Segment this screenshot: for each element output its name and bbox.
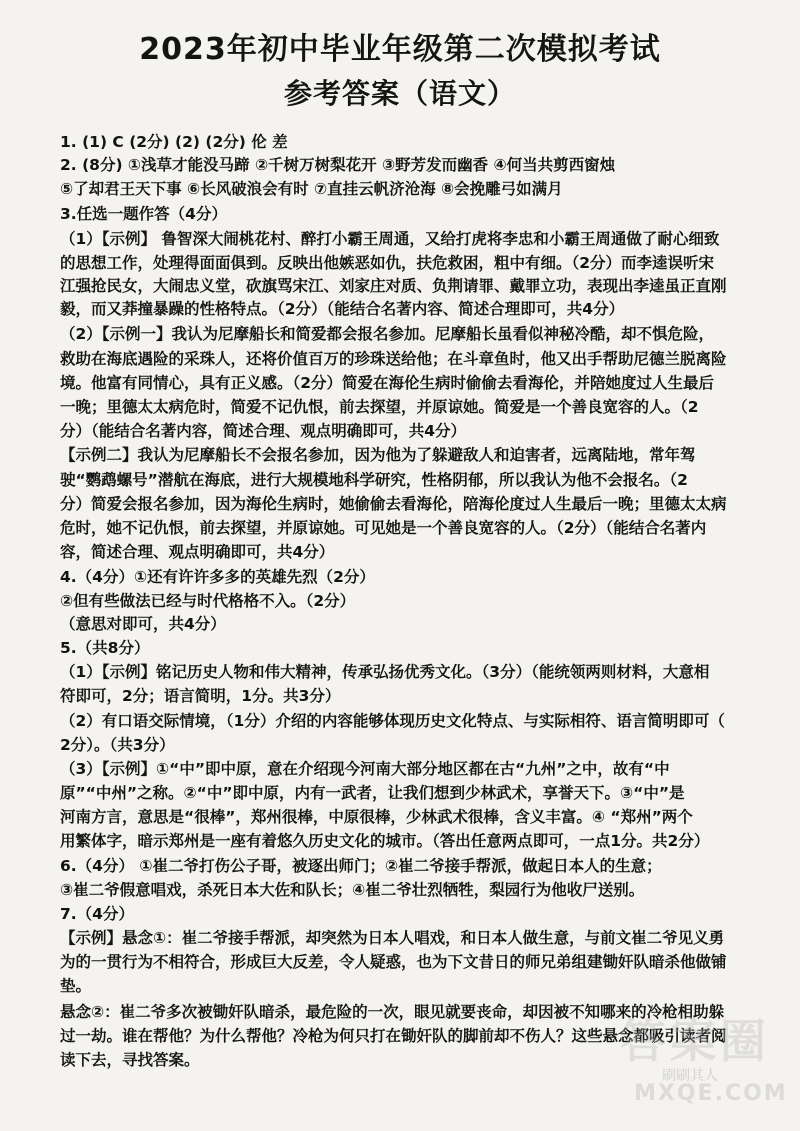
answer-line: 一晚；里德太太病危时，简爱不记仇恨，前去探望，并原谅她。简爱是一个善良宽容的人。（2 bbox=[60, 398, 699, 416]
answer-line: 境。他富有同情心，具有正义感。（2分）简爱在海伦生病时偷偷去看海伦，并陪她度过人生最后 bbox=[60, 374, 715, 392]
answer-line: 【示例二】我认为尼摩船长不会报名参加，因为他为了躲避敌人和迫害者，远离陆地，常年驾 bbox=[60, 446, 696, 464]
answer-line: 分）简爱会报名参加，因为海伦生病时，她偷偷去看海伦，陪海伦度过人生最后一晚；里德太太病 bbox=[60, 495, 727, 513]
answer-line: （1）【示例】 鲁智深大闹桃花村、醉打小霸王周通，又给打虎将李忠和小霸王周通做了耐心细致 bbox=[60, 230, 720, 248]
page-title: 2023年初中毕业年级第二次模拟考试 bbox=[139, 32, 661, 67]
page-subtitle: 参考答案（语文） bbox=[283, 77, 516, 110]
answer-line: 容，简述合理、观点明确即可，共4分） bbox=[60, 543, 335, 561]
answer-line: 分）（能结合名著内容，简述合理、观点明确即可，共4分） bbox=[60, 422, 467, 440]
watermark-url: MXQE.COM bbox=[634, 1081, 788, 1106]
answer-line: （1）【示例】铭记历史人物和伟大精神，传承弘扬优秀文化。（3分）（能统领两则材料，大意相 bbox=[60, 663, 710, 681]
answer-line: 江强抢民女，大闹忠义堂，砍旗骂宋江、刘家庄对质、负荆请罪、戴罪立功，表现出李逵虽正直刚 bbox=[60, 277, 727, 295]
answer-line: 原”“中州”之称。②“中”即中原，内有一武者，让我们想到少林武术，享誉天下。③“中”是 bbox=[60, 784, 685, 802]
answer-line: 5.（共8分） bbox=[60, 639, 150, 657]
watermark-text: 答案圈 bbox=[620, 1014, 770, 1068]
answer-line: （意思对即可，共4分） bbox=[60, 615, 226, 633]
answer-line: ⑤了却君王天下事 ⑥长风破浪会有时 ⑦直挂云帆济沧海 ⑧会挽雕弓如满月 bbox=[60, 180, 563, 198]
answer-line: （3）【示例】①“中”即中原，意在介绍现今河南大部分地区都在古“九州”之中，故有“中 bbox=[60, 760, 670, 778]
answer-line: 的思想工作，处理得面面俱到。反映出他嫉恶如仇，扶危救困，粗中有细。（2分）而李逵误听宋 bbox=[60, 254, 715, 272]
answer-line: 符即可，2分；语言简明，1分。共3分） bbox=[60, 687, 341, 705]
answer-line: 悬念②：崔二爷多次被锄奸队暗杀，最危险的一次，眼见就要丧命，却因被不知哪来的冷枪相助躲 bbox=[60, 1003, 725, 1021]
watermark-caption: 刷刷其人 bbox=[662, 1068, 718, 1084]
answer-line: 3.任选一题作答（4分） bbox=[60, 205, 227, 223]
answer-line: 过一劫。谁在帮他？为什么帮他？冷枪为何只打在锄奸队的脚前却不伤人？这些悬念都吸引读者阅 bbox=[60, 1027, 727, 1045]
watermark-logo bbox=[592, 999, 788, 1109]
answer-line: （2）有口语交际情境，（1分）介绍的内容能够体现历史文化特点、与实际相符、语言简明即可（ bbox=[60, 712, 725, 730]
answer-line: 毅，而又莽撞暴躁的性格特点。（2分）（能结合名著内容、简述合理即可，共4分） bbox=[60, 300, 625, 318]
answer-line: 读下去，寻找答案。 bbox=[60, 1051, 200, 1069]
answer-line: 2. (8分) ①浅草才能没马蹄 ②千树万树梨花开 ③野芳发而幽香 ④何当共剪西窗烛 bbox=[60, 156, 616, 174]
answer-line: 4.（4分）①还有许许多多的英雄先烈（2分） bbox=[60, 568, 375, 586]
answer-line: 救助在海底遇险的采珠人，还将价值百万的珍珠送给他；在斗章鱼时，他又出手帮助尼德兰脱离险 bbox=[60, 350, 727, 368]
answer-line: 7.（4分） bbox=[60, 905, 134, 923]
answer-line: 6.（4分） ①崔二爷打伤公子哥，被逐出师门；②崔二爷接手帮派，做起日本人的生意； bbox=[60, 857, 662, 875]
answer-line: 危时，她不记仇恨，前去探望，并原谅她。可见她是一个善良宽容的人。（2分）（能结合名著内 bbox=[60, 519, 707, 537]
answer-line: 2分）。（共3分） bbox=[60, 736, 175, 754]
answer-line: 【示例】悬念①：崔二爷接手帮派，却突然为日本人唱戏，和日本人做生意，与前文崔二爷见义勇 bbox=[60, 929, 725, 947]
answer-line: 1. (1) C (2分) (2) (2分) 伦 差 bbox=[60, 133, 288, 151]
answer-line: ③崔二爷假意唱戏，杀死日本大佐和队长；④崔二爷壮烈牺牲，梨园行为他收尸送别。 bbox=[60, 881, 645, 899]
answer-line: 用繁体字，暗示郑州是一座有着悠久历史文化的城市。（答出任意两点即可，一点1分。共2分） bbox=[60, 832, 710, 850]
answer-line: 为的一贯行为不相符合，形成巨大反差，令人疑惑，也为下文昔日的师兄弟组建锄奸队暗杀他做铺 bbox=[60, 953, 727, 971]
answer-line: 驶“鹦鹉螺号”潜航在海底，进行大规模地科学研究，性格阴郁，所以我认为他不会报名。（2 bbox=[60, 471, 688, 489]
answer-line: ②但有些做法已经与时代格格不入。（2分） bbox=[60, 592, 356, 610]
answer-line: 垫。 bbox=[60, 977, 92, 995]
answer-line: 河南方言，意思是“很棒”，郑州很棒，中原很棒，少林武术很棒，含义丰富。④ “郑州”两个 bbox=[60, 808, 693, 826]
answer-line: （2）【示例一】我认为尼摩船长和简爱都会报名参加。尼摩船长虽看似神秘冷酷，却不惧危险， bbox=[60, 325, 715, 343]
